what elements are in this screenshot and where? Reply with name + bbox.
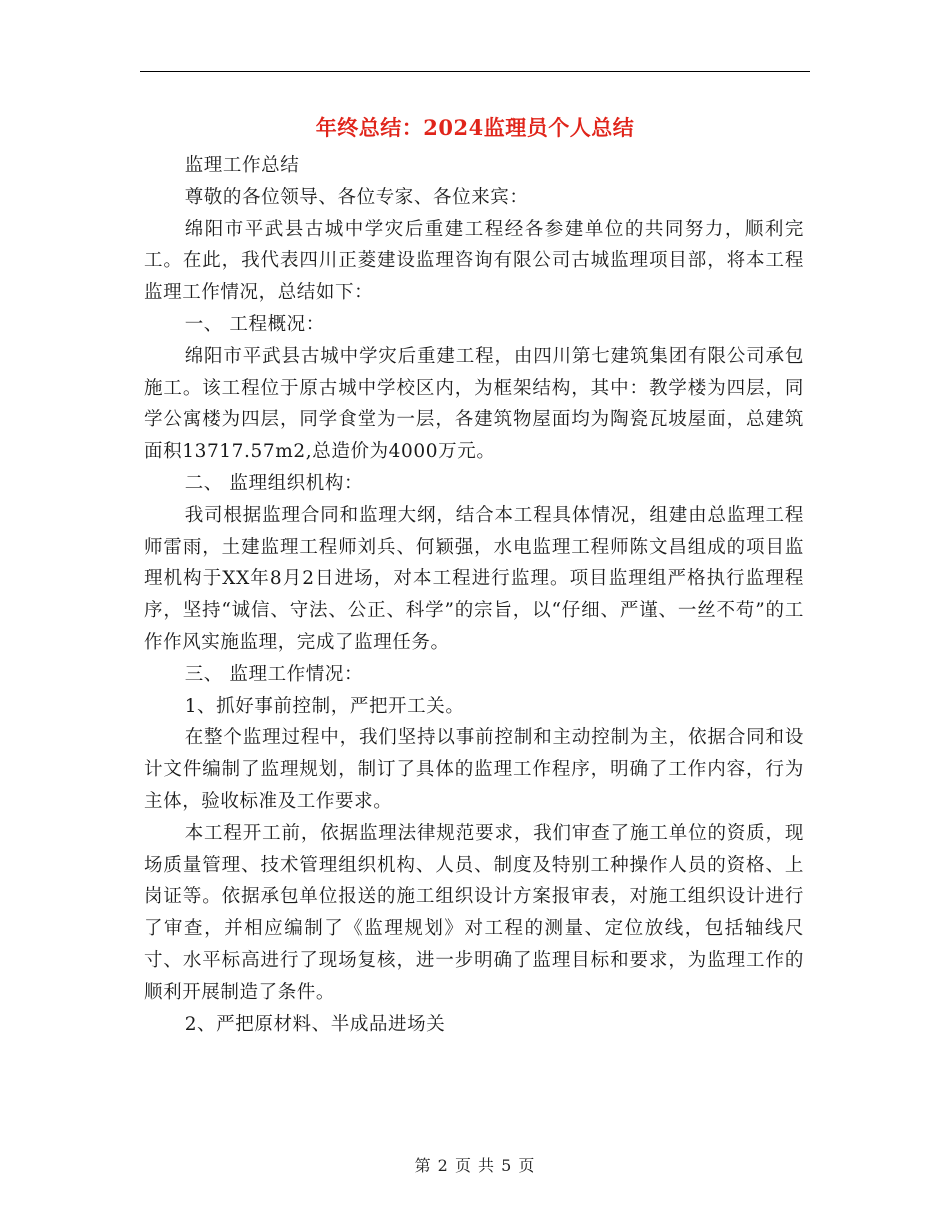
section-heading: 三、 监理工作情况： — [184, 663, 364, 685]
section-heading: 一、 工程概况： — [184, 313, 325, 335]
section-heading: 二、 监理组织机构： — [184, 472, 364, 494]
page-number: 第 2 页 共 5 页 — [414, 1156, 536, 1175]
paragraph: 绵阳市平武县古城中学灾后重建工程，由四川第七建筑集团有限公司承包施工。该工程位于原古城中学校区内，为框架结构，其中：教学楼为四层，同学公寓楼为四层，同学食堂为一层，各建筑物屋面均为陶瓷瓦坡屋面，总建筑面积13717.57m2,总造价为4000万元。 — [144, 345, 804, 463]
paragraph: 本工程开工前，依据监理法律规范要求，我们审查了施工单位的资质，现场质量管理、技术管理组织机构、人员、制度及特别工种操作人员的资格、上岗证等。依据承包单位报送的施工组织设计方案报审表，对施工组织设计进行了审查，并相应编制了《监理规划》对工程的测量、定位放线，包括轴线尺寸、水平标高进行了现场复核，进一步明确了监理目标和要求，为监理工作的顺利开展制造了条件。 — [144, 822, 804, 1003]
paragraph: 在整个监理过程中，我们坚持以事前控制和主动控制为主，依据合同和设计文件编制了监理规划，制订了具体的监理工作程序，明确了工作内容，行为主体，验收标准及工作要求。 — [144, 727, 804, 812]
sub-heading: 1、抓好事前控制，严把开工关。 — [184, 695, 465, 717]
document-body — [144, 150, 804, 1040]
paragraph: 绵阳市平武县古城中学灾后重建工程经各参建单位的共同努力，顺利完工。在此，我代表四川正菱建设监理咨询有限公司古城监理项目部，将本工程监理工作情况，总结如下： — [144, 218, 804, 304]
document-title: 年终总结：2024监理员个人总结 — [315, 115, 635, 140]
paragraph: 我司根据监理合同和监理大纲，结合本工程具体情况，组建由总监理工程师雷雨，土建监理工程师刘兵、何颖强，水电监理工程师陈文昌组成的项目监理机构于XX年8月2日进场，对本工程进行监理。项目监理组严格执行监理程序，坚持“诚信、守法、公正、科学”的宗旨，以“仔细、严谨、一丝不苟”的工作作风实施监理，完成了监理任务。 — [144, 504, 804, 653]
paragraph: 监理工作总结 — [184, 155, 300, 176]
header-rule — [140, 71, 810, 72]
sub-heading: 2、严把原材料、半成品进场关 — [184, 1013, 446, 1035]
paragraph: 尊敬的各位领导、各位专家、各位来宾： — [184, 186, 529, 208]
